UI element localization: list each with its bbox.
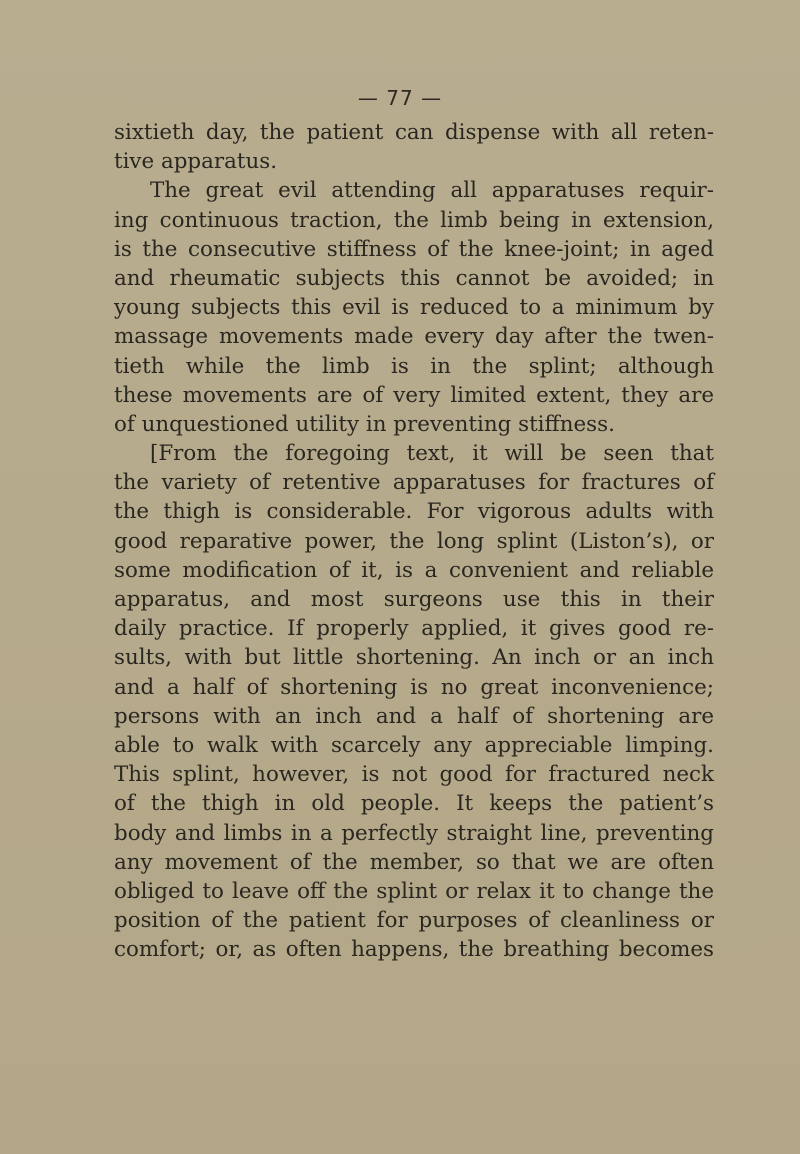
text-line: position of the patient for purposes of cleanliness or xyxy=(114,908,714,934)
text-line: the variety of retentive apparatuses for fractures of xyxy=(114,470,714,496)
text-line: [From the foregoing text, it will be seen that xyxy=(150,441,714,467)
text-line: able to walk with scarcely any appreciable limping. xyxy=(114,732,714,758)
text-line: persons with an inch and a half of shortening are xyxy=(114,703,714,729)
text-line: any movement of the member, so that we are often xyxy=(114,849,714,875)
page-number: — 77 — xyxy=(357,86,443,110)
text-line: good reparative power, the long splint (Liston’s), or xyxy=(114,528,714,554)
text-line: massage movements made every day after the twen- xyxy=(114,324,714,350)
text-line: the thigh is considerable. For vigorous adults with xyxy=(114,499,714,525)
text-line: tive apparatus. xyxy=(114,149,277,175)
text-line: This splint, however, is not good for fractured neck xyxy=(114,762,714,788)
text-line: and rheumatic subjects this cannot be avoided; in xyxy=(114,265,714,291)
text-line: sixtieth day, the patient can dispense with all reten- xyxy=(114,120,714,145)
body-text xyxy=(114,118,714,964)
text-line: daily practice. If properly applied, it gives good re- xyxy=(114,616,714,642)
text-line: tieth while the limb is in the splint; although xyxy=(114,353,714,379)
text-line: comfort; or, as often happens, the breathing becomes xyxy=(114,937,714,963)
text-line: apparatus, and most surgeons use this in their xyxy=(114,587,714,612)
text-line: The great evil attending all apparatuses requir- xyxy=(150,178,714,204)
text-line: body and limbs in a perfectly straight line, preventing xyxy=(114,820,714,846)
text-line: ing continuous traction, the limb being in extension, xyxy=(114,207,714,233)
text-line: is the consecutive stiffness of the knee-joint; in aged xyxy=(114,236,714,262)
text-line: young subjects this evil is reduced to a minimum by xyxy=(114,295,714,321)
text-line: obliged to leave off the splint or relax it to change the xyxy=(114,878,714,904)
text-line: and a half of shortening is no great inconvenience; xyxy=(114,674,714,700)
text-line: these movements are of very limited extent, they are xyxy=(114,382,714,408)
text-line: some modification of it, is a convenient and reliable xyxy=(114,557,714,583)
text-line: of the thigh in old people. It keeps the patient’s xyxy=(114,791,714,817)
text-line: of unquestioned utility in preventing stiffness. xyxy=(114,411,615,437)
text-line: sults, with but little shortening. An inch or an inch xyxy=(114,645,714,671)
